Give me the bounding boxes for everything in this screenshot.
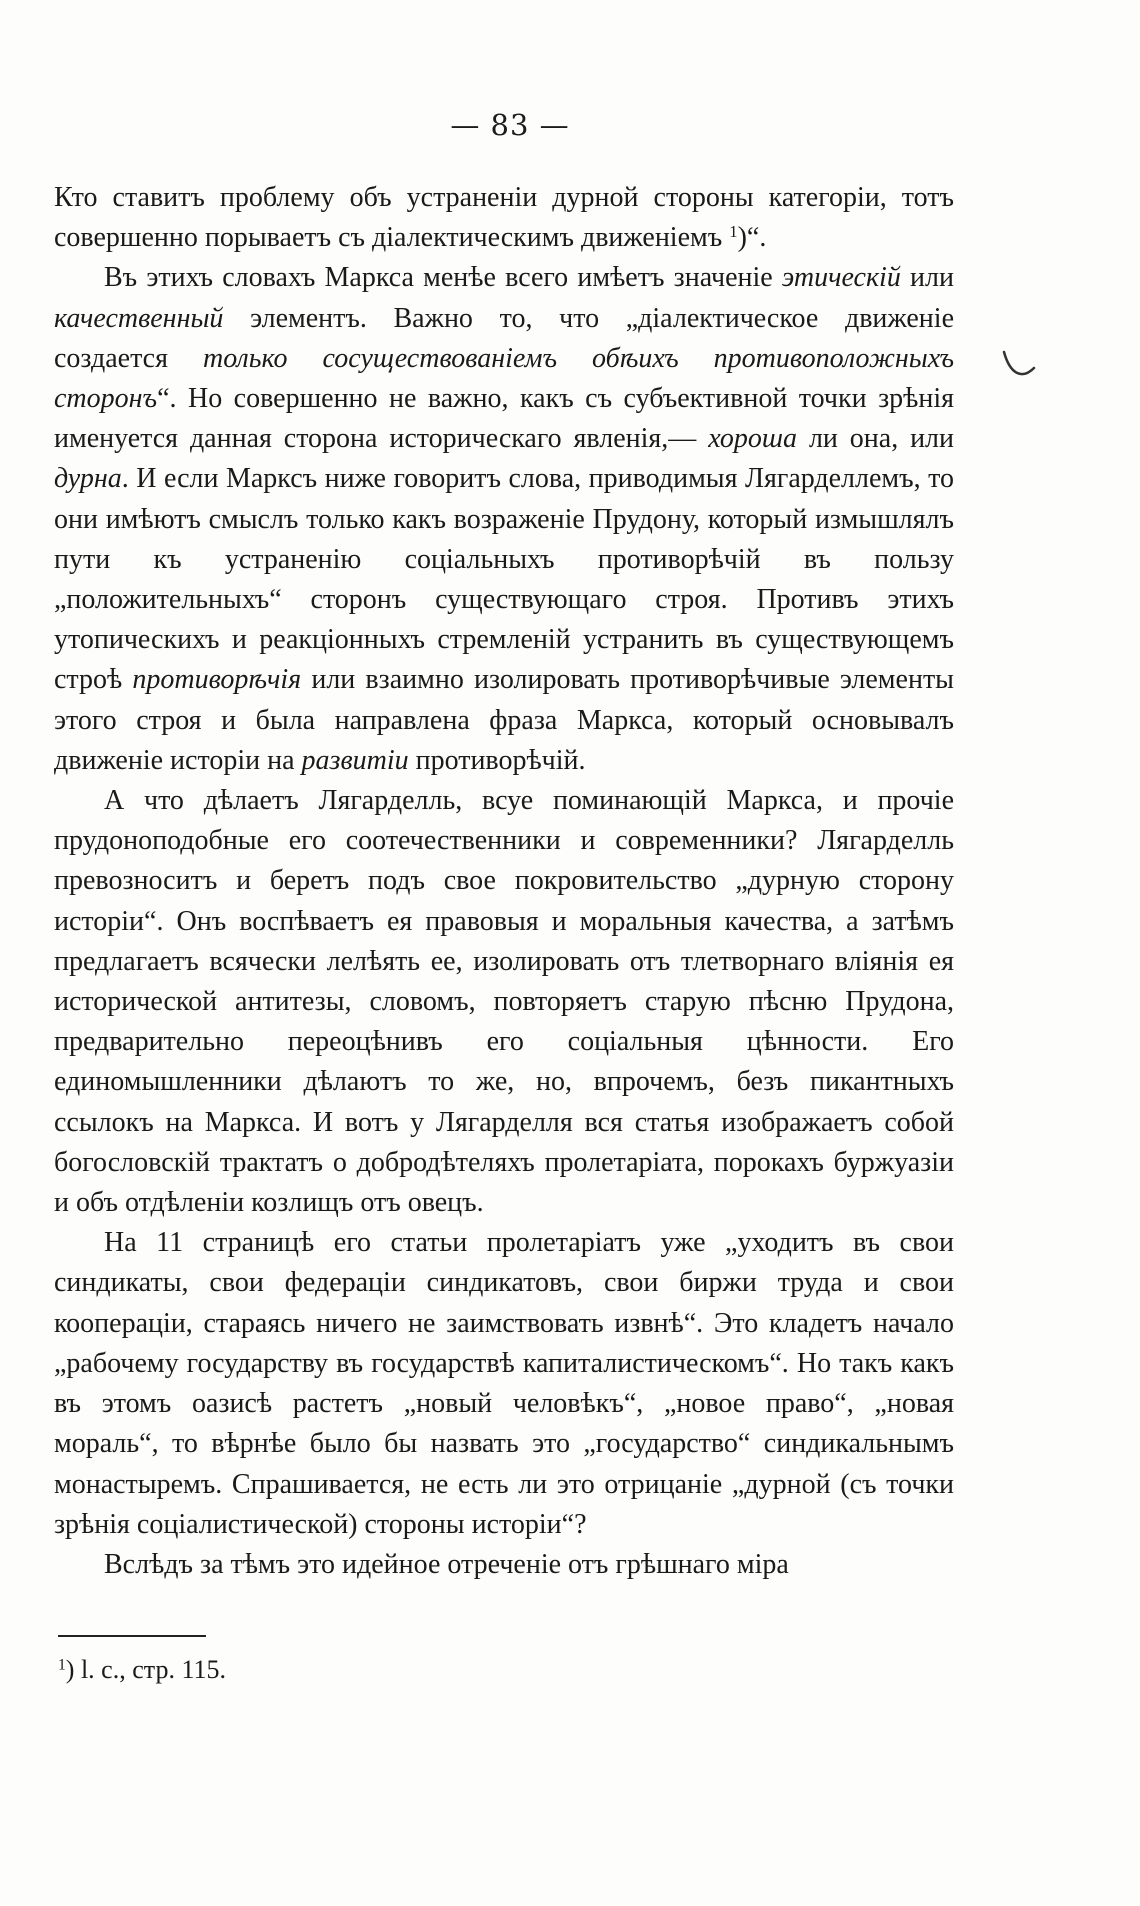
- emphasis-text: этическій: [781, 262, 901, 294]
- emphasis-text: только сосуществованіемъ обѣихъ противоположныхъ сторонъ: [54, 342, 954, 415]
- emphasis-text: развитіи: [301, 744, 409, 776]
- text-run: Въ этихъ словахъ Маркса менѣе всего имѣетъ значеніе: [104, 262, 782, 294]
- text-run: )“.: [737, 222, 767, 254]
- text-run: Вслѣдъ за тѣмъ это идейное отреченіе отъ грѣшнаго міра: [104, 1548, 789, 1580]
- paragraph-2: [54, 258, 954, 781]
- text-run: “. Но совершенно не важно, какъ съ субъективной точки зрѣнія именуется данная сторона историческаго явленія,—: [54, 383, 954, 455]
- emphasis-text: качественный: [54, 302, 224, 334]
- footnote-ref: 1: [729, 221, 738, 241]
- paragraph-1: [54, 178, 954, 258]
- footnote-marker: 1: [58, 1656, 66, 1674]
- text-run: На 11 страницѣ его статьи пролетаріатъ уже „уходитъ въ свои синдикаты, свои федераціи синдикатовъ, свои биржи труда и свои коопераціи, стараясь ничего не заимствовать извнѣ“. Это кладетъ начало „рабочему государству въ государствѣ капиталистическомъ“. Но такъ какъ въ этомъ оазисѣ растетъ „новый человѣкъ“, „новое право“, „новая мораль“, то вѣрнѣе было бы назвать это „государство“ синдикальнымъ монастыремъ. Спрашивается, не есть ли это отрицаніе „дурной (съ точки зрѣнія соціалистической) стороны исторіи“?: [54, 1227, 954, 1540]
- text-run: . И если Марксъ ниже говоритъ слова, приводимыя Лягарделлемъ, то они имѣютъ смыслъ только какъ возраженіе Прудону, который измышлялъ пути къ устраненію соціальныхъ противорѣчій въ пользу „положительныхъ“ сторонъ существующаго строя. Противъ этихъ утопическихъ и реакціонныхъ стремленій устранить въ существующемъ строѣ: [54, 463, 954, 696]
- footnote-text: ) l. c., стр. 115.: [65, 1655, 226, 1684]
- footnote: [58, 1655, 226, 1685]
- text-run: или: [900, 262, 954, 294]
- emphasis-text: противорѣчія: [132, 664, 302, 696]
- text-run: А что дѣлаетъ Лягарделль, всуе поминающій Маркса, и прочіе прудоноподобные его соотечественники и современники? Лягарделль превозноситъ и беретъ подъ свое покровительство „дурную сторону исторіи“. Онъ воспѣваетъ ея правовыя и моральныя качества, а затѣмъ предлагаетъ всячески лелѣять ее, изолировать отъ тлетворнаго вліянія ея исторической антитезы, словомъ, повторяетъ старую пѣсню Прудона, предварительно переоцѣнивъ его соціальныя цѣнности. Его единомышленники дѣлаютъ то же, но, впрочемъ, безъ пикантныхъ ссылокъ на Маркса. И вотъ у Лягарделля вся статья изображаетъ собой богословскій трактатъ о добродѣтеляхъ пролетаріата, порокахъ буржуазіи и объ отдѣленіи козлищъ отъ овецъ.: [54, 785, 954, 1219]
- paragraph-5: [54, 1545, 954, 1585]
- body-text: [54, 178, 954, 1585]
- text-run: ли она, или: [797, 423, 955, 455]
- text-run: или взаимно изолировать противорѣчивые элементы этого строя и была направлена фраза Маркса, который основывалъ движеніе исторіи на: [54, 664, 954, 776]
- paragraph-3: [54, 781, 954, 1223]
- text-run: противорѣчій.: [408, 744, 586, 776]
- footnote-rule: [58, 1635, 206, 1637]
- emphasis-text: хороша: [708, 423, 798, 455]
- text-run: Кто ставитъ проблему объ устраненіи дурной стороны категоріи, тотъ совершенно порываетъ съ діалектическимъ движеніемъ: [54, 182, 954, 254]
- paragraph-4: [54, 1223, 954, 1545]
- emphasis-text: дурна: [54, 463, 122, 495]
- page-number: — 83 —: [450, 108, 570, 142]
- margin-pencil-mark: [1000, 346, 1038, 386]
- text-run: элементъ. Важно то, что „діалектическое движеніе создается: [54, 302, 954, 374]
